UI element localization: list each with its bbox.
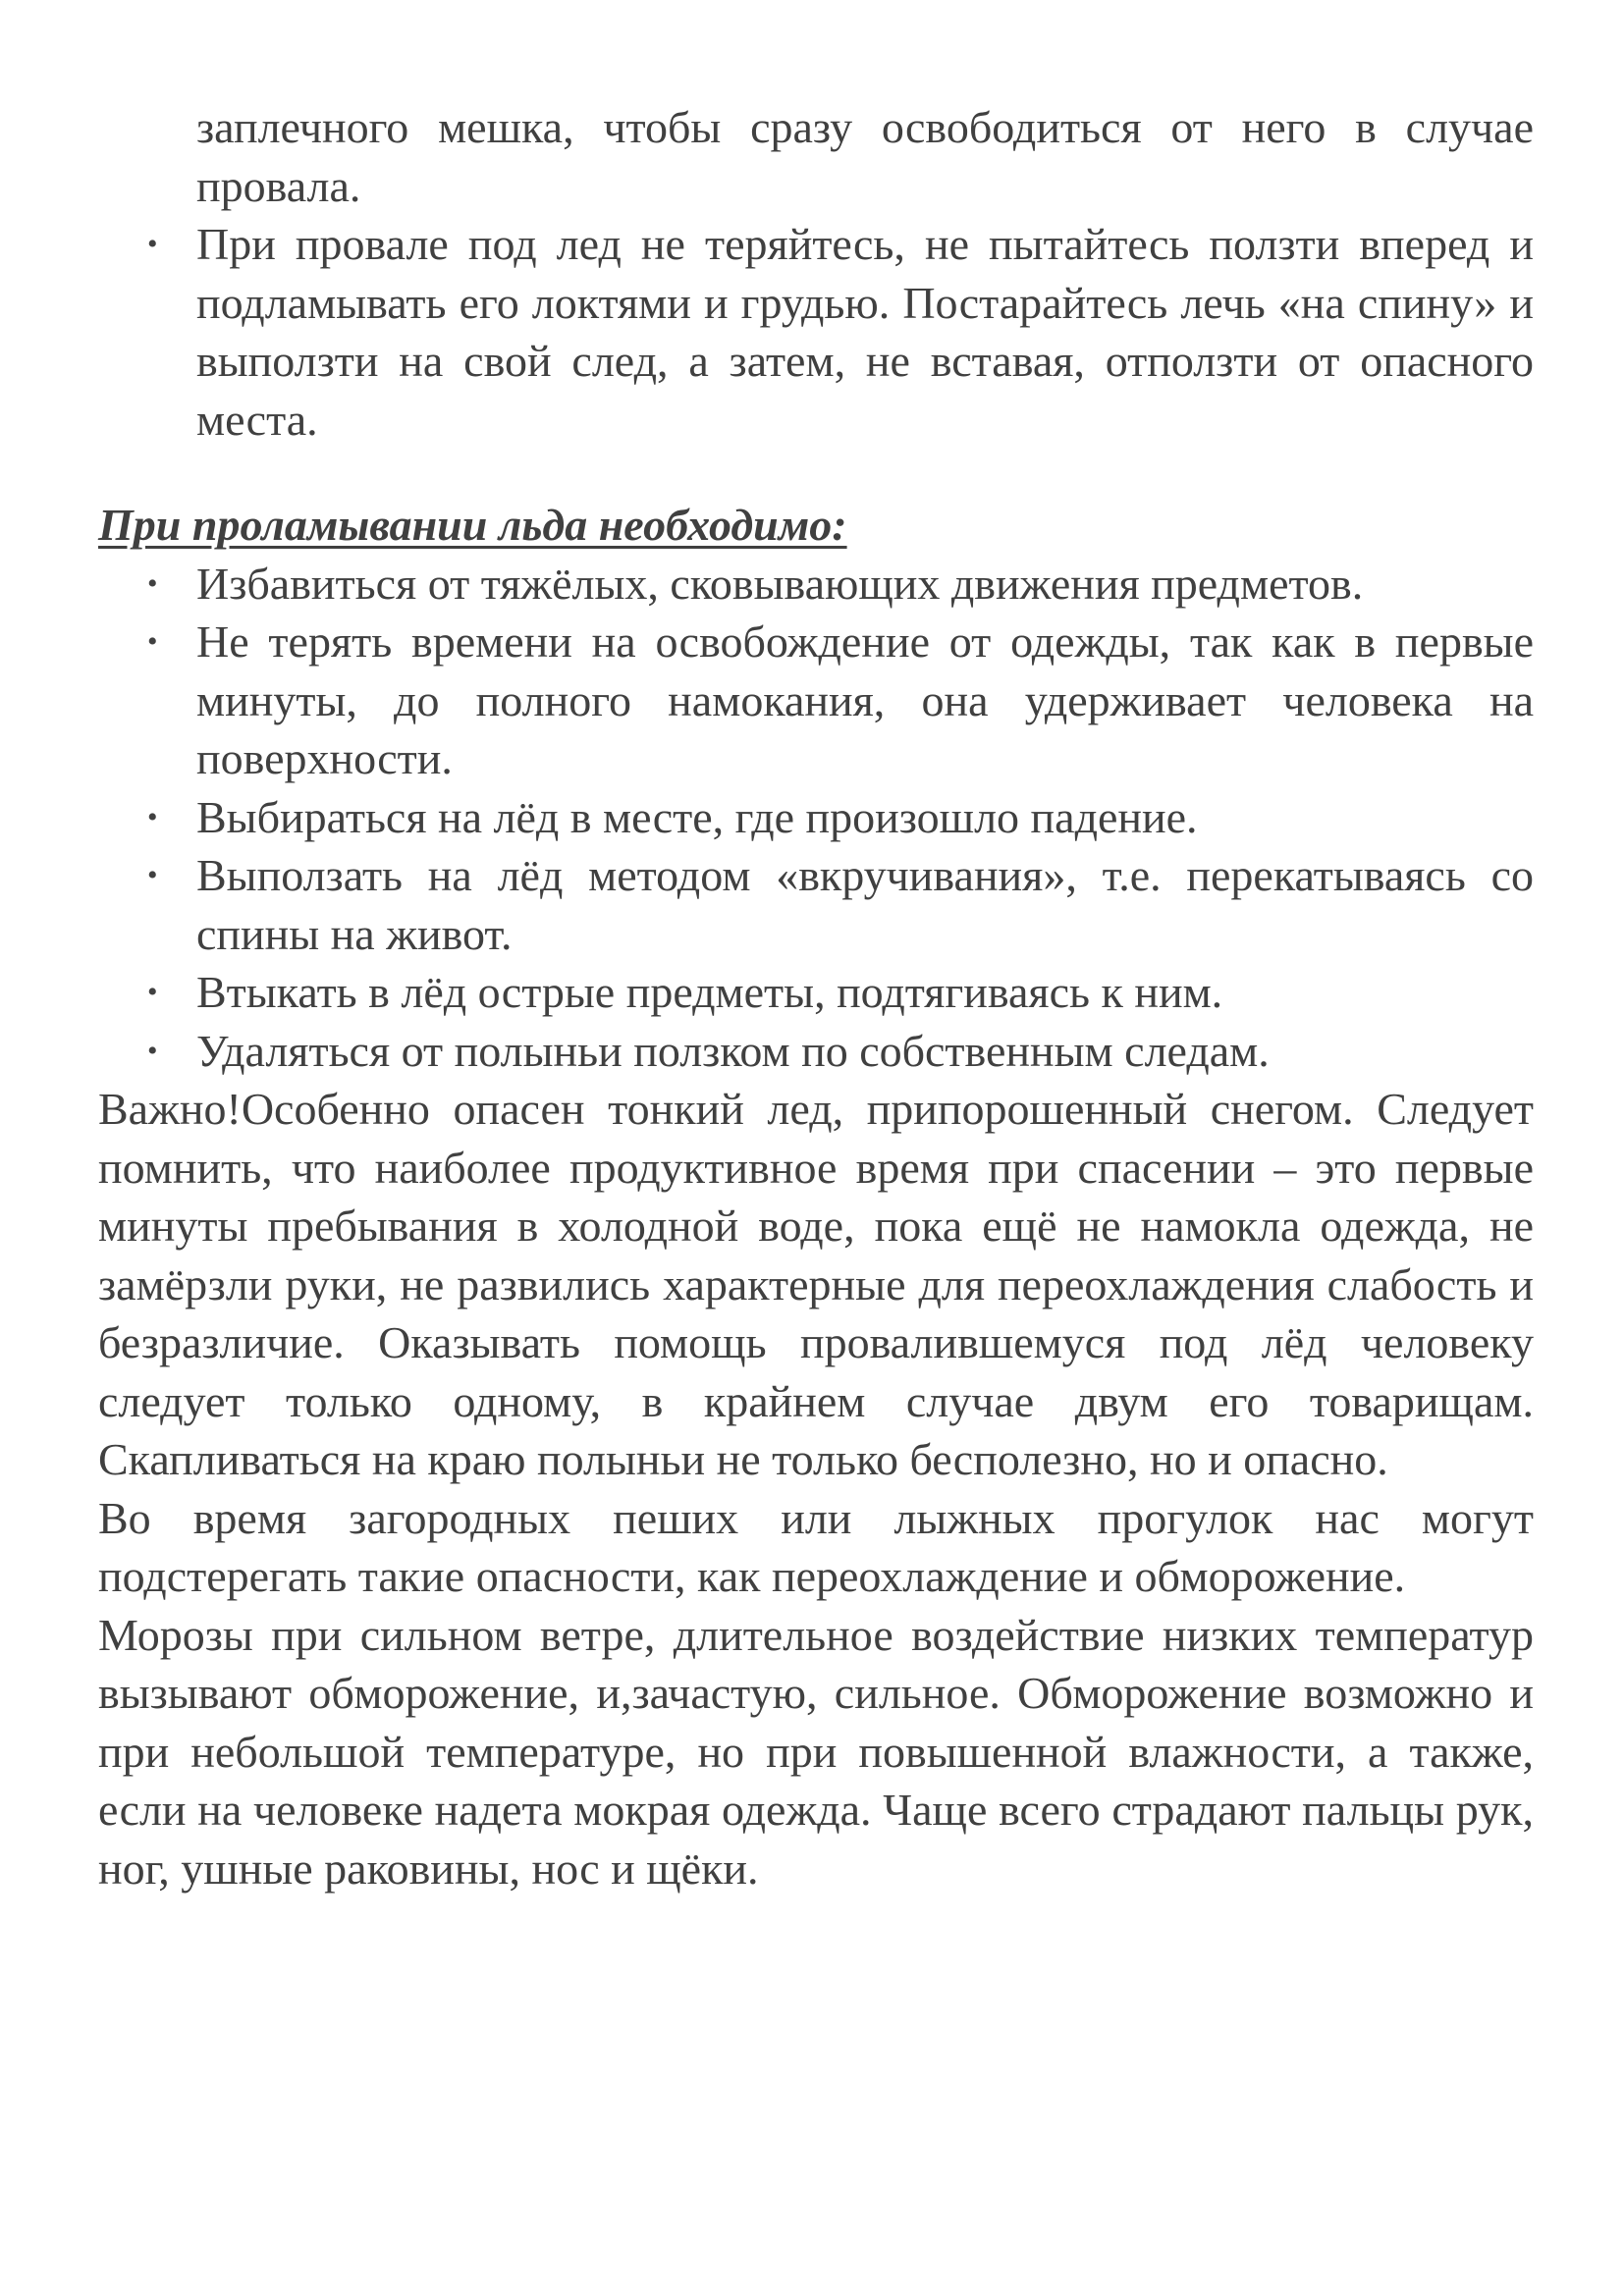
- bullet-icon: •: [147, 228, 158, 260]
- list-item-text: Удаляться от полыньи ползком по собственным следам.: [196, 1025, 1270, 1076]
- list-item: [98, 555, 1534, 614]
- list-item: [98, 788, 1534, 847]
- list-item-text: Выползать на лёд методом «вкручивания», т.е. перекатываясь со спины на живот.: [196, 850, 1534, 959]
- bullet-icon: •: [147, 625, 158, 658]
- list-item: [98, 846, 1534, 963]
- list-item: [98, 1022, 1534, 1081]
- list-item-text: Выбираться на лёд в месте, где произошло падение.: [196, 791, 1198, 842]
- continued-list-item-text: заплечного мешка, чтобы сразу освободиться от него в случае провала.: [196, 102, 1534, 211]
- list-item-text: При провале под лед не теряйтесь, не пытайтесь ползти вперед и подламывать его локтями и грудью. Постарайтесь лечь «на спину» и выползти на свой след, а затем, не вставая, отползти от опасного места.: [196, 219, 1534, 445]
- safety-list-top: [98, 215, 1534, 449]
- section-heading: При проламывании льда необходимо:: [98, 500, 847, 550]
- list-item-text: Избавиться от тяжёлых, сковывающих движения предметов.: [196, 558, 1364, 609]
- bullet-icon: •: [147, 800, 158, 833]
- list-item: [98, 963, 1534, 1022]
- bullet-icon: •: [147, 976, 158, 1008]
- body-paragraph: Важно!Особенно опасен тонкий лед, припорошенный снегом. Следует помнить, что наиболее продуктивное время при спасении – это первые минуты пребывания в холодной воде, пока ещё не намокла одежда, не замёрзли руки, не развились характерные для переохлаждения слабость и безразличие. Оказывать помощь провалившемуся под лёд человеку следует только одному, в крайнем случае двум его товарищам. Скапливаться на краю полыньи не только бесполезно, но и опасно.: [98, 1084, 1534, 1484]
- bullet-icon: •: [147, 1034, 158, 1067]
- list-item: [98, 613, 1534, 788]
- bullet-icon: •: [147, 859, 158, 891]
- bullet-icon: •: [147, 566, 158, 600]
- body-paragraph: Морозы при сильном ветре, длительное воздействие низких температур вызывают обморожение, и,зачастую, сильное. Обморожение возможно и при небольшой температуре, но при повышенной влажности, а также, если на человеке надета мокрая одежда. Чаще всего страдают пальцы рук, ног, ушные раковины, нос и щёки.: [98, 1609, 1534, 1894]
- ice-break-actions-list: [98, 555, 1534, 1081]
- body-paragraph: Во время загородных пеших или лыжных прогулок нас могут подстерегать такие опасности, как переохлаждение и обморожение.: [98, 1492, 1534, 1601]
- document-page: [98, 98, 1534, 1897]
- list-item-text: Не терять времени на освобождение от одежды, так как в первые минуты, до полного намокания, она удерживает человека на поверхности.: [196, 616, 1534, 783]
- list-item: [98, 215, 1534, 449]
- list-item-text: Втыкать в лёд острые предметы, подтягиваясь к ним.: [196, 967, 1223, 1017]
